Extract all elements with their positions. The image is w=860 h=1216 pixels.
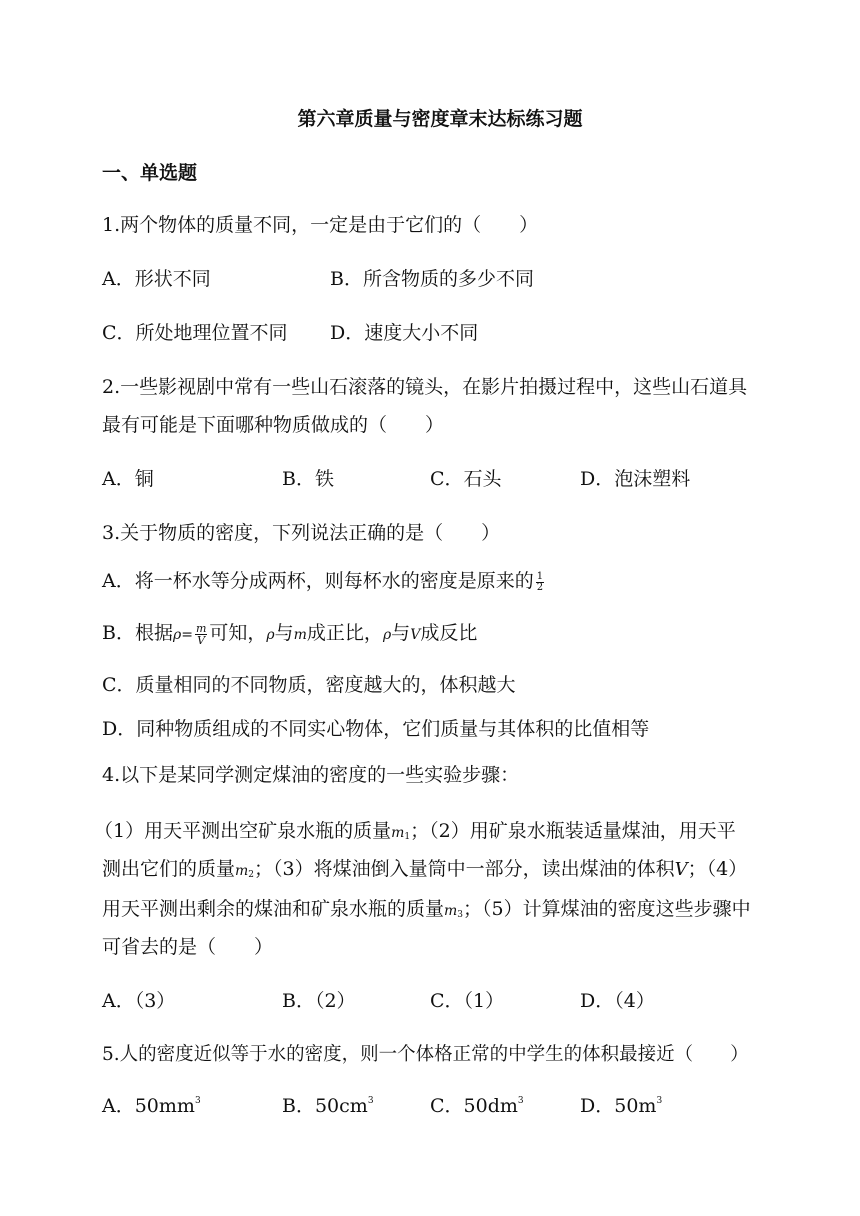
question-4-step-line-2 xyxy=(102,856,747,888)
option-b-text-2: 可知， xyxy=(209,622,267,644)
question-2-stem-line-1: 2.一些影视剧中常有一些山石滚落的镜头，在影片拍摄过程中，这些山石道具 xyxy=(102,376,748,398)
page-title: 第六章质量与密度章末达标练习题 xyxy=(297,108,583,130)
question-4-option-a: A．（3） xyxy=(102,990,176,1012)
option-b-text-3: 与 xyxy=(274,622,294,644)
mass-symbol-m1: m xyxy=(391,825,405,841)
question-5-option-d xyxy=(580,1088,662,1119)
cubic-exponent: 3 xyxy=(194,1096,201,1106)
question-3-option-d: D．同种物质组成的不同实心物体，它们质量与其体积的比值相等 xyxy=(102,718,650,740)
rho-symbol: ρ xyxy=(172,627,182,643)
question-4-option-d: D．（4） xyxy=(580,990,655,1012)
question-4-step-line-3 xyxy=(102,896,751,928)
density-formula-fraction xyxy=(195,623,207,646)
question-3-stem: 3.关于物质的密度，下列说法正确的是（ ） xyxy=(102,522,501,544)
step-2-text-cont: 测出它们的质量 xyxy=(102,858,236,880)
cubic-exponent: 3 xyxy=(517,1096,524,1106)
option-b-prefix: B．根据 xyxy=(102,622,173,644)
question-4-step-line-1 xyxy=(94,818,736,850)
subscript-2: 2 xyxy=(248,870,255,880)
volume-symbol-2: V xyxy=(410,627,421,643)
equals-sign: = xyxy=(181,627,193,643)
step-3-text: ；（3）将煤油倒入量筒中一部分，读出煤油的体积 xyxy=(254,858,675,880)
option-b-value: B．50cm xyxy=(282,1095,368,1117)
subscript-3: 3 xyxy=(457,910,464,920)
option-b-text-5: 与 xyxy=(391,622,411,644)
question-3-option-a xyxy=(102,568,546,594)
question-2-option-d: D．泡沫塑料 xyxy=(580,468,691,490)
fraction-denominator: 2 xyxy=(536,581,544,593)
one-half-fraction xyxy=(536,572,544,593)
question-1-option-b: B．所含物质的多少不同 xyxy=(330,268,534,290)
question-1-option-a: A．形状不同 xyxy=(102,268,211,290)
section-heading: 一、单选题 xyxy=(102,162,198,184)
cubic-exponent: 3 xyxy=(367,1096,374,1106)
step-4-text: 用天平测出剩余的煤油和矿泉水瓶的质量 xyxy=(102,898,445,920)
option-b-text-4: 成正比， xyxy=(306,622,383,644)
question-2-option-c: C．石头 xyxy=(430,468,502,490)
mass-symbol-2: m xyxy=(293,627,307,643)
rho-symbol-3: ρ xyxy=(382,627,392,643)
cubic-exponent: 3 xyxy=(656,1096,663,1106)
question-3-option-c: C．质量相同的不同物质，密度越大的，体积越大 xyxy=(102,674,516,696)
step-5-text: ；（5）计算煤油的密度这些步骤中 xyxy=(463,898,751,920)
mass-symbol-m3: m xyxy=(444,903,458,919)
rho-symbol-2: ρ xyxy=(266,627,275,643)
question-3-option-a-text: A．将一杯水等分成两杯，则每杯水的密度是原来的 xyxy=(102,570,534,592)
question-4-option-c: C．（1） xyxy=(430,990,505,1012)
question-4-stem-end: 可省去的是（ ） xyxy=(102,936,274,958)
mass-symbol: m xyxy=(195,621,207,635)
step-1-text: （1）用天平测出空矿泉水瓶的质量 xyxy=(94,820,392,842)
question-2-stem-line-2: 最有可能是下面哪种物质做成的（ ） xyxy=(102,414,445,436)
question-2-option-a: A．铜 xyxy=(102,468,154,490)
question-2-option-b: B．铁 xyxy=(282,468,334,490)
option-b-text-6: 成反比 xyxy=(420,622,478,644)
question-3-option-b xyxy=(102,620,477,648)
option-a-value: A．50mm xyxy=(102,1095,195,1117)
step-4-label: ；（4） xyxy=(687,858,748,880)
option-d-value: D．50m xyxy=(580,1095,657,1117)
volume-symbol: V xyxy=(197,633,206,647)
question-4-stem: 4.以下是某同学测定煤油的密度的一些实验步骤： xyxy=(102,764,520,786)
question-1-option-c: C．所处地理位置不同 xyxy=(102,322,288,344)
subscript-1: 1 xyxy=(404,832,411,842)
question-1-option-d: D．速度大小不同 xyxy=(330,322,479,344)
question-5-option-c xyxy=(430,1088,524,1119)
question-5-option-b xyxy=(282,1088,374,1119)
step-2-text: ；（2）用矿泉水瓶装适量煤油，用天平 xyxy=(410,820,736,842)
question-1-stem: 1.两个物体的质量不同，一定是由于它们的（ ） xyxy=(102,214,539,236)
mass-symbol-m2: m xyxy=(235,863,249,879)
question-5-stem: 5.人的密度近似等于水的密度，则一个体格正常的中学生的体积最接近（ ） xyxy=(102,1044,749,1065)
question-4-option-b: B．（2） xyxy=(282,990,356,1012)
question-5-option-a xyxy=(102,1088,201,1119)
volume-symbol-v: V xyxy=(674,859,688,880)
fraction-numerator: 1 xyxy=(536,570,544,582)
option-c-value: C．50dm xyxy=(430,1095,518,1117)
